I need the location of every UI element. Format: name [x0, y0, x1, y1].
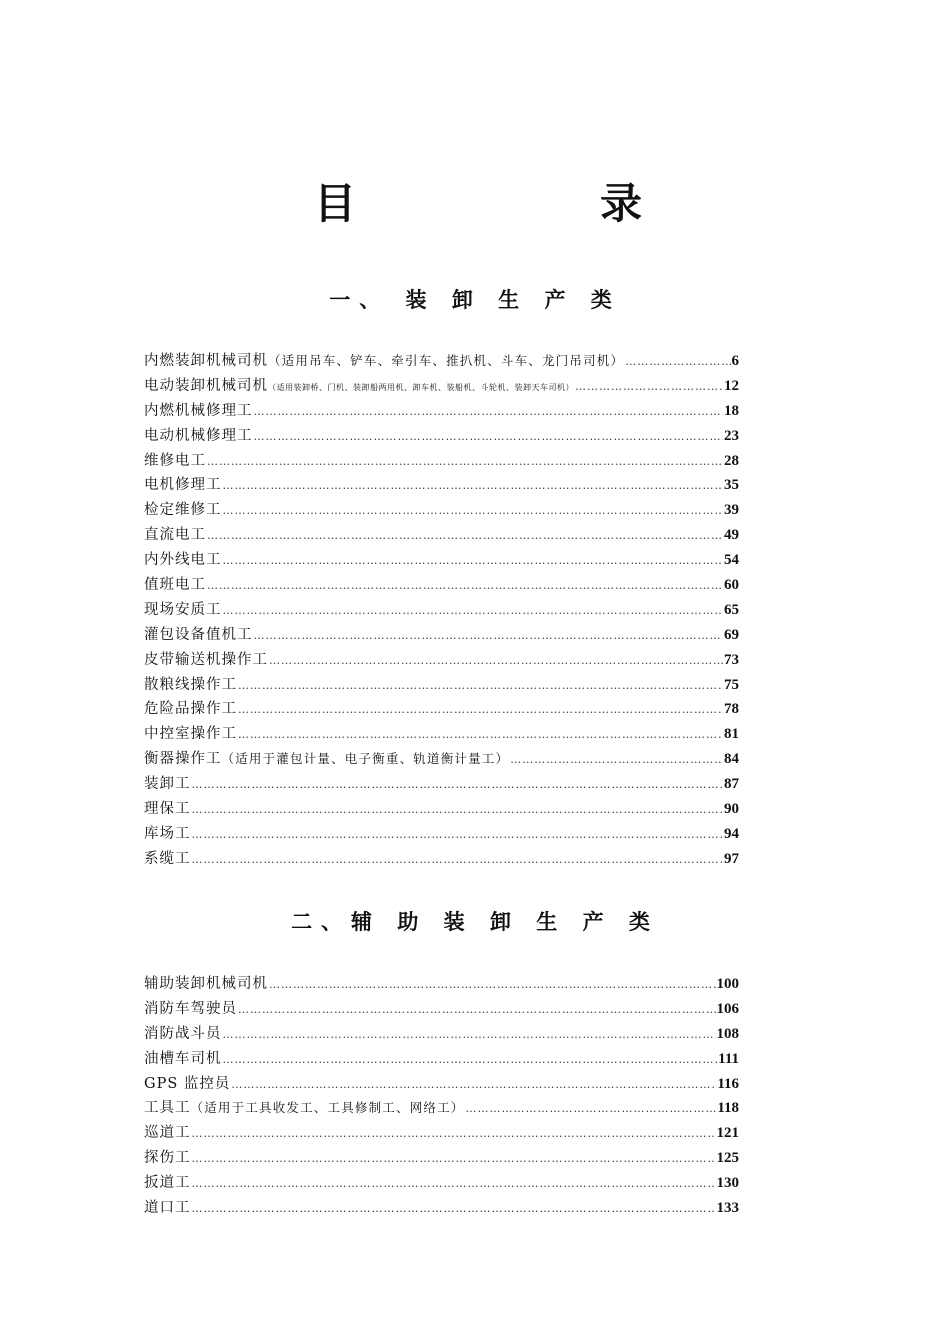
toc-entry-page-number: 118: [717, 1100, 739, 1117]
toc-entry[interactable]: [144, 847, 739, 872]
toc-entry-page-number: 100: [716, 976, 739, 992]
toc-entry[interactable]: [144, 697, 739, 722]
dot-leader: [207, 524, 723, 549]
page-title-char-2: 录: [600, 179, 643, 228]
toc-entry[interactable]: [144, 424, 739, 449]
toc-entry[interactable]: [144, 473, 739, 498]
toc-entry-label: 巡道工: [144, 1125, 191, 1142]
toc-entry[interactable]: [144, 822, 739, 847]
toc-entry-label: 探伤工: [144, 1150, 191, 1167]
toc-entry-label: 散粮线操作工: [144, 676, 237, 693]
dot-leader: [223, 549, 724, 574]
dot-leader: [223, 1023, 716, 1048]
page-title-char-1: 目: [314, 179, 357, 228]
toc-entry[interactable]: [144, 374, 739, 399]
toc-entry-label: 工具工: [144, 1100, 191, 1117]
dot-leader: [192, 1147, 716, 1172]
toc-entry-page-number: 73: [724, 651, 739, 668]
toc-entry-label: 内外线电工: [144, 552, 222, 569]
toc-entry-label: 系缆工: [144, 850, 191, 867]
dot-leader: [192, 1197, 716, 1222]
dot-leader: [510, 748, 723, 773]
toc-entry-page-number: 81: [724, 726, 739, 743]
dot-leader: [625, 350, 730, 375]
toc-entry[interactable]: [144, 399, 739, 424]
dot-leader: [223, 474, 724, 499]
toc-entry-label: 检定维修工: [144, 502, 222, 519]
toc-entry[interactable]: [144, 648, 739, 673]
toc-entry-page-number: 84: [724, 751, 739, 768]
dot-leader: [192, 1172, 716, 1197]
toc-entry[interactable]: [144, 797, 739, 822]
toc-entry[interactable]: [144, 623, 739, 648]
toc-entry-note: （适用于灌包计量、电子衡重、轨道衡计量工）: [221, 751, 510, 767]
toc-entry[interactable]: [144, 772, 739, 797]
toc-entry-page-number: 97: [724, 850, 739, 867]
toc-entry-label: 中控室操作工: [144, 726, 237, 743]
toc-entry[interactable]: [144, 1022, 739, 1047]
toc-entry-label: 扳道工: [144, 1175, 191, 1192]
toc-entry[interactable]: [144, 747, 739, 772]
toc-entry-page-number: 130: [716, 1175, 739, 1192]
toc-entry-note: （适用装卸桥、门机、装卸船两用机、卸车机、装船机、斗轮机、装卸天车司机）: [268, 382, 574, 392]
dot-leader: [238, 698, 723, 723]
toc-entry-label: 理保工: [144, 801, 191, 818]
section-heading-2: 二、辅 助 装 卸 生 产 类: [291, 910, 659, 934]
toc-entry-page-number: 54: [724, 552, 739, 569]
toc-entry-page-number: 28: [724, 452, 739, 469]
toc-entry-page-number: 125: [716, 1150, 739, 1167]
dot-leader: [254, 425, 724, 450]
toc-entry-label: 道口工: [144, 1200, 191, 1217]
toc-entry-page-number: 23: [724, 427, 739, 444]
toc-entry-page-number: 78: [724, 701, 739, 718]
dot-leader: [223, 599, 724, 624]
dot-leader: [207, 574, 723, 599]
toc-entry[interactable]: [144, 1196, 739, 1221]
toc-entry[interactable]: [144, 722, 739, 747]
toc-entry[interactable]: [144, 449, 739, 474]
dot-leader: [207, 450, 723, 475]
toc-entry[interactable]: [144, 972, 739, 997]
toc-entry-label: 衡器操作工: [144, 751, 222, 768]
toc-entry-page-number: 94: [724, 825, 739, 842]
toc-entry[interactable]: [144, 673, 739, 698]
dot-leader: [466, 1097, 717, 1122]
section-heading-1: 一、 装 卸 生 产 类: [329, 288, 621, 312]
toc-entry-label: 值班电工: [144, 577, 206, 594]
toc-entry-label: 辅助装卸机械司机: [144, 976, 268, 992]
toc-entry-label: 消防车驾驶员: [144, 1000, 237, 1017]
dot-leader: [269, 649, 723, 674]
dot-leader: [231, 1073, 716, 1098]
toc-list-section-1: [144, 349, 739, 872]
toc-entry-page-number: 75: [724, 676, 739, 693]
toc-entry-page-number: 60: [724, 577, 739, 594]
toc-entry-label: 库场工: [144, 825, 191, 842]
dot-leader: [254, 624, 724, 649]
dot-leader: [269, 973, 716, 998]
toc-entry-label: 电机修理工: [144, 477, 222, 494]
dot-leader: [238, 998, 716, 1023]
toc-entry-note: （适用于工具收发工、工具修制工、网络工）: [190, 1100, 465, 1116]
toc-list-section-2: [144, 972, 739, 1221]
dot-leader: [223, 1048, 718, 1073]
toc-entry-page-number: 35: [724, 477, 739, 494]
toc-entry[interactable]: [144, 1146, 739, 1171]
dot-leader: [192, 798, 724, 823]
toc-entry[interactable]: [144, 1171, 739, 1196]
toc-entry-page-number: 133: [716, 1200, 739, 1217]
toc-entry-label: 内燃装卸机械司机: [144, 353, 268, 369]
toc-entry[interactable]: [144, 1072, 739, 1097]
toc-entry[interactable]: [144, 498, 739, 523]
toc-entry-page-number: 106: [716, 1000, 739, 1017]
toc-entry[interactable]: [144, 523, 739, 548]
page-title: [0, 178, 950, 234]
toc-entry[interactable]: [144, 573, 739, 598]
dot-leader: [238, 674, 723, 699]
toc-entry-page-number: 18: [724, 402, 739, 419]
toc-entry-page-number: 111: [718, 1050, 739, 1067]
toc-entry-label: 灌包设备值机工: [144, 626, 253, 643]
dot-leader: [192, 773, 724, 798]
toc-entry-label: 危险品操作工: [144, 701, 237, 718]
toc-entry-page-number: 6: [731, 353, 739, 369]
toc-entry-page-number: 69: [724, 626, 739, 643]
toc-entry[interactable]: [144, 598, 739, 623]
dot-leader: [575, 375, 723, 400]
toc-entry[interactable]: [144, 1121, 739, 1146]
toc-entry-page-number: 39: [724, 502, 739, 519]
toc-entry-page-number: 90: [724, 801, 739, 818]
toc-entry[interactable]: [144, 1096, 739, 1121]
dot-leader: [254, 400, 724, 425]
toc-entry-label: 维修电工: [144, 452, 206, 469]
toc-entry-page-number: 49: [724, 527, 739, 544]
toc-entry-label: 消防战斗员: [144, 1025, 222, 1042]
dot-leader: [223, 499, 724, 524]
toc-entry-label: 直流电工: [144, 527, 206, 544]
toc-entry-page-number: 116: [717, 1075, 739, 1092]
toc-entry-page-number: 108: [716, 1025, 739, 1042]
toc-entry[interactable]: [144, 1047, 739, 1072]
toc-entry-label: 电动装卸机械司机: [144, 377, 268, 394]
toc-entry-note: （适用吊车、铲车、牵引车、推扒机、斗车、龙门吊司机）: [268, 353, 625, 368]
dot-leader: [192, 823, 724, 848]
toc-entry-page-number: 65: [724, 601, 739, 618]
toc-entry-page-number: 87: [724, 776, 739, 793]
toc-entry-label: 现场安质工: [144, 601, 222, 618]
toc-entry-page-number: 121: [716, 1125, 739, 1142]
dot-leader: [192, 848, 724, 873]
toc-entry[interactable]: [144, 349, 739, 374]
toc-entry-label: 内燃机械修理工: [144, 402, 253, 419]
toc-entry-label: 电动机械修理工: [144, 427, 253, 444]
toc-entry-label: 油槽车司机: [144, 1050, 222, 1067]
toc-entry[interactable]: [144, 548, 739, 573]
dot-leader: [238, 723, 723, 748]
toc-entry[interactable]: [144, 997, 739, 1022]
toc-entry-label: GPS 监控员: [144, 1075, 231, 1092]
dot-leader: [192, 1122, 716, 1147]
toc-entry-label: 装卸工: [144, 776, 191, 793]
toc-entry-page-number: 12: [724, 377, 739, 394]
toc-entry-label: 皮带输送机操作工: [144, 651, 268, 668]
